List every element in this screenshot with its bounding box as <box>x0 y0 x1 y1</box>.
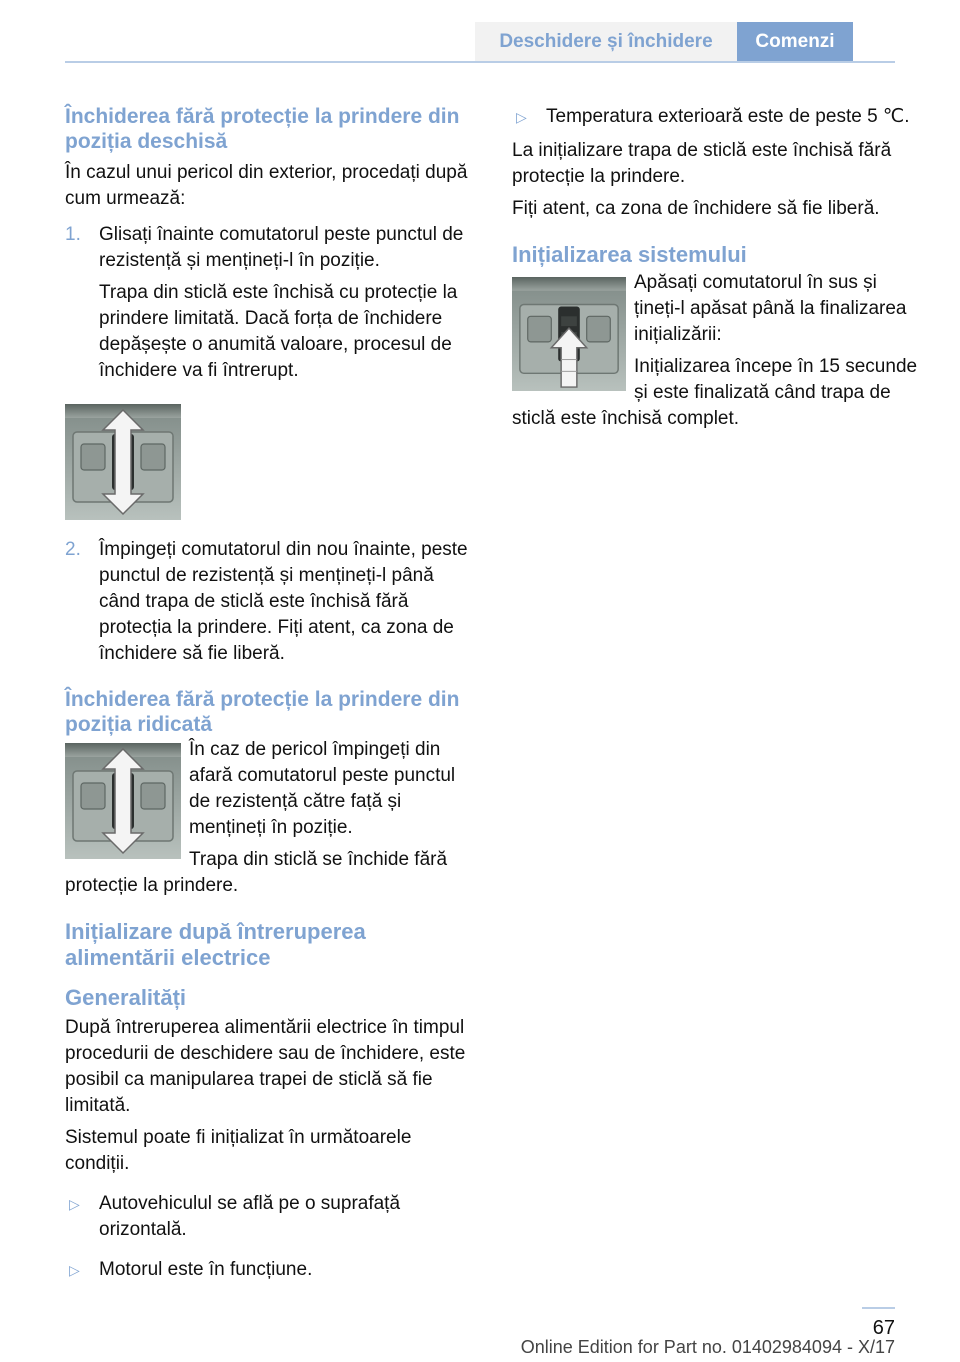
raised-paragraph-1: În caz de pericol împingeți din afară comutatorul peste punctul de rezistență către față și mențineți în poziție. <box>189 739 456 838</box>
step-text: Glisați înainte comutatorul peste punctul de rezistență și mențineți-l în poziție. <box>99 224 464 271</box>
footer-divider <box>862 1307 895 1309</box>
switch-press-up-illustration <box>512 276 626 392</box>
step-number: 2. <box>65 539 81 560</box>
left-column <box>65 100 479 1283</box>
triangle-bullet-icon: ▷ <box>69 1262 80 1278</box>
right-paragraph-1: La inițializare trapa de sticlă este închisă fără protecție la prindere. <box>512 140 892 187</box>
heading-general: Generalități <box>65 985 187 1010</box>
heading-initialization-after-power-loss: Inițializare după întreruperea alimentării electrice <box>65 919 366 970</box>
header-chapter-tab[interactable]: Comenzi <box>737 22 853 62</box>
header-divider <box>65 61 895 63</box>
step-text: Împingeți comutatorul din nou înainte, peste punctul de rezistență și mențineți-l până când trapa de sticlă este închisă fără protecția la prindere. Fiți atent, ca zona de închidere să fie liberă. <box>99 539 468 664</box>
step-number: 1. <box>65 224 81 245</box>
raised-paragraph-2: Trapa din sticlă se închide fără protecție la prindere. <box>65 849 448 896</box>
bullet-item <box>65 1191 479 1243</box>
right-paragraph-4: Inițializarea începe în 15 secunde și este finalizată când trapa de sticlă este închisă complet. <box>512 356 918 429</box>
general-paragraph-1: După întreruperea alimentării electrice în timpul procedurii de deschidere sau de închidere, este posibil ca manipularea trapei de sticlă să fie limitată. <box>65 1017 466 1116</box>
header-section-tab[interactable]: Deschidere și închidere <box>475 22 737 62</box>
intro-paragraph: În cazul unui pericol din exterior, procedați după cum urmează: <box>65 162 468 209</box>
switch-push-pull-illustration <box>65 743 181 859</box>
step-text: Trapa din sticlă este închisă cu protecție la prindere limitată. Dacă forța de închidere depășește o anumită valoare, procesul de închidere va fi întrerupt. <box>99 282 458 381</box>
heading-close-open-position: Închiderea fără protecție la prindere din poziția deschisă <box>65 105 460 153</box>
heading-close-raised-position: Închiderea fără protecție la prindere din poziția ridicată <box>65 688 460 736</box>
bullet-text: Motorul este în funcțiune. <box>99 1259 313 1280</box>
bullet-item <box>512 104 926 130</box>
general-paragraph-2: Sistemul poate fi inițializat în următoarele condiții. <box>65 1127 412 1174</box>
triangle-bullet-icon: ▷ <box>69 1196 80 1212</box>
right-column <box>512 100 926 432</box>
bullet-text: Autovehiculul se află pe o suprafață orizontală. <box>99 1193 401 1240</box>
bullet-text: Temperatura exterioară este de peste 5 ℃. <box>546 106 910 127</box>
switch-push-pull-illustration <box>65 404 181 520</box>
page-number: 67 <box>872 1317 895 1339</box>
right-paragraph-2: Fiți atent, ca zona de închidere să fie liberă. <box>512 198 880 219</box>
triangle-bullet-icon: ▷ <box>516 109 527 125</box>
step-2 <box>65 537 479 667</box>
heading-system-initialization: Inițializarea sistemului <box>512 242 747 267</box>
right-paragraph-3: Apăsați comutatorul în sus și țineți-l apăsat până la finalizarea inițializării: <box>634 272 907 345</box>
bullet-item <box>65 1257 479 1283</box>
step-1 <box>65 222 479 384</box>
footer-edition: Online Edition for Part no. 01402984094 - X/17 <box>520 1337 895 1357</box>
